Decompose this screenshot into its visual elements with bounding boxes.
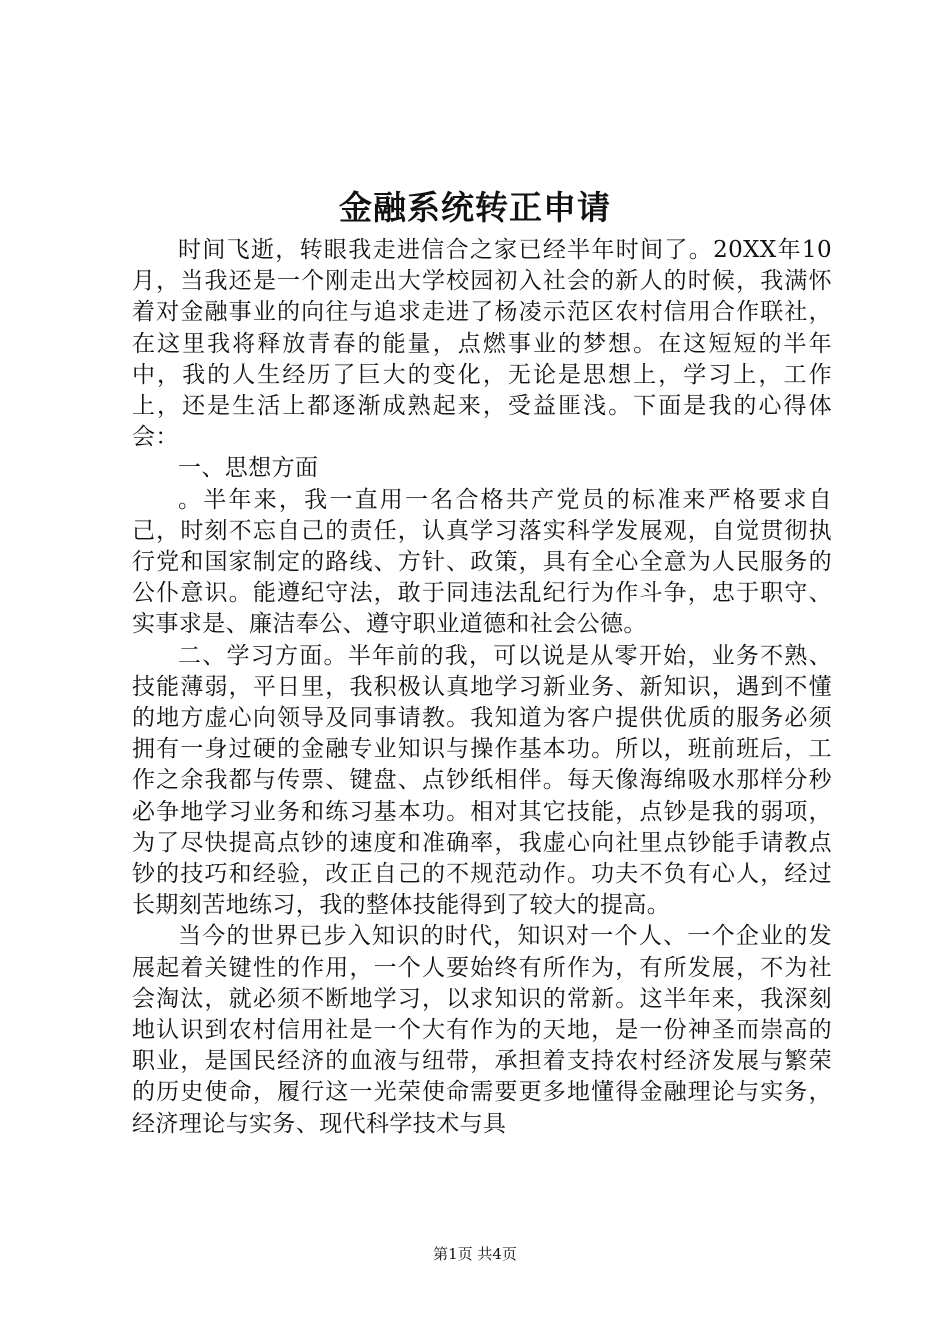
document-title: 金融系统转正申请 xyxy=(339,188,611,227)
section-heading-thought: 一、思想方面 xyxy=(178,455,319,482)
page-number-footer: 第1页 共4页 xyxy=(433,1245,517,1263)
paragraph-study: 二、学习方面。半年前的我，可以说是从零开始，业务不熟、技能薄弱，平日里，我积极认真地学习新业务、新知识，遇到不懂的地方虚心向领导及同事请教。我知道为客户提供优质的服务必须拥有一身过硬的金融专业知识与操作基本功。所以，班前班后，工作之余我都与传票、键盘、点钞纸相伴。每天像海绵吸水那样分秒必争地学习业务和练习基本功。相对其它技能，点钞是我的弱项，为了尽快提高点钞的速度和准确率，我虚心向社里点钞能手请教点钞的技巧和经验，改正自己的不规范动作。功夫不负有心人，经过长期刻苦地练习，我的整体技能得到了较大的提高。 xyxy=(132,642,832,919)
paragraph-thought: 。半年来，我一直用一名合格共产党员的标准来严格要求自己，时刻不忘自己的责任，认真学习落实科学发展观，自觉贯彻执行党和国家制定的路线、方针、政策，具有全心全意为人民服务的公仆意识。能遵纪守法，敢于同违法乱纪行为作斗争，忠于职守、实事求是、廉洁奉公、遵守职业道德和社会公德。 xyxy=(132,486,832,638)
paragraph-knowledge: 当今的世界已步入知识的时代，知识对一个人、一个企业的发展起着关键性的作用，一个人要始终有所作为，有所发展，不为社会淘汰，就必须不断地学习，以求知识的常新。这半年来，我深刻地认识到农村信用社是一个大有作为的天地，是一份神圣而崇高的职业，是国民经济的血液与纽带，承担着支持农村经济发展与繁荣的历史使命，履行这一光荣使命需要更多地懂得金融理论与实务，经济理论与实务、现代科学技术与具 xyxy=(132,923,832,1137)
document-body xyxy=(132,235,832,1140)
paragraph-intro: 时间飞逝，转眼我走进信合之家已经半年时间了。20XX年10月，当我还是一个刚走出大学校园初入社会的新人的时候，我满怀着对金融事业的向往与追求走进了杨凌示范区农村信用合作联社，在这里我将释放青春的能量，点燃事业的梦想。在这短短的半年中，我的人生经历了巨大的变化，无论是思想上，学习上，工作上，还是生活上都逐渐成熟起来，受益匪浅。下面是我的心得体会： xyxy=(132,237,832,451)
